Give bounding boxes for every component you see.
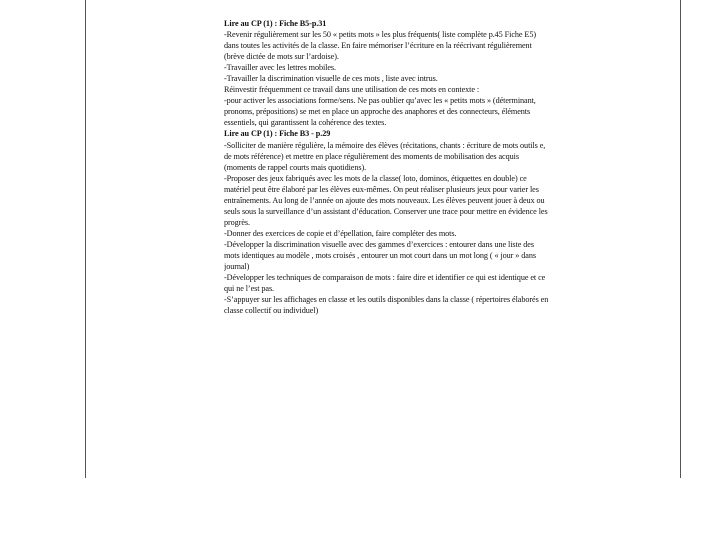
text-line: -Travailler avec les lettres mobiles. — [224, 63, 337, 73]
text-line: -Développer la discrimination visuelle avec des gammes d’exercices : entourer dans une liste des — [224, 239, 534, 249]
text-line: (brève dictée de mots sur l’ardoise). — [224, 52, 339, 62]
text-line: entraînements. Au long de l’année on ajoute des mots nouveaux. Les élèves peuvent jouer à deux ou — [224, 195, 545, 205]
text-line: pronoms, prépositions) se met en place un approche des anaphores et des connecteurs, éléments — [224, 107, 531, 117]
text-line: seuls sous la surveillance d’un assistant d’éducation. Conserver une trace pour mettre en évidence les — [224, 206, 548, 216]
text-line: (moments de rappel courts mais quotidiens). — [224, 162, 367, 172]
left-border-line — [85, 0, 86, 478]
section-heading: Lire au CP (1) : Fiche B5-p.31 — [224, 19, 327, 28]
text-line: -Donner des exercices de copie et d’épellation, faire compléter des mots. — [224, 228, 457, 238]
text-line: dans toutes les activités de la classe. En faire mémoriser l’écriture en la réécrivant régulièrement — [224, 41, 532, 51]
text-line: -Revenir régulièrement sur les 50 « petits mots » les plus fréquents( liste complète p.45 Fiche E5) — [224, 30, 537, 40]
text-line: -Travailler la discrimination visuelle de ces mots , liste avec intrus. — [224, 74, 438, 84]
section-heading: Lire au CP (1) : Fiche B3 - p.29 — [224, 129, 331, 139]
text-line: Réinvestir fréquemment ce travail dans une utilisation de ces mots en contexte : — [224, 85, 480, 95]
document-text-block — [224, 18, 622, 316]
text-line: -pour activer les associations forme/sens. Ne pas oublier qu’avec les « petits mots » (déterminant, — [224, 96, 536, 106]
text-line: -Développer les techniques de comparaison de mots : faire dire et identifier ce qui est identique et ce — [224, 273, 546, 283]
text-line: -S’appuyer sur les affichages en classe et les outils disponibles dans la classe ( répertoires élaborés en — [224, 295, 549, 305]
text-line: qui ne l’est pas. — [224, 284, 275, 294]
text-line: progrès. — [224, 217, 250, 227]
text-line: -Solliciter de manière régulière, la mémoire des élèves (récitations, chants : écriture de mots outils e, — [224, 140, 546, 150]
right-border-line — [680, 0, 681, 478]
text-line: de mots référence) et mettre en place régulièrement des moments de mobilisation des acquis — [224, 151, 519, 161]
text-line: journal) — [224, 262, 250, 272]
text-line: -Proposer des jeux fabriqués avec les mots de la classe( loto, dominos, étiquettes en double) ce — [224, 173, 527, 183]
text-line: mots identiques au modèle , mots croisés , entourer un mot court dans un mot long ( « jour » dans — [224, 250, 536, 260]
text-line: matériel peut être élaboré par les élèves eux-mêmes. On peut réaliser plusieurs jeux pour varier les — [224, 184, 539, 194]
text-line: essentiels, qui garantissent la cohérence des textes. — [224, 118, 387, 128]
text-line: classe collectif ou individuel) — [224, 306, 319, 316]
